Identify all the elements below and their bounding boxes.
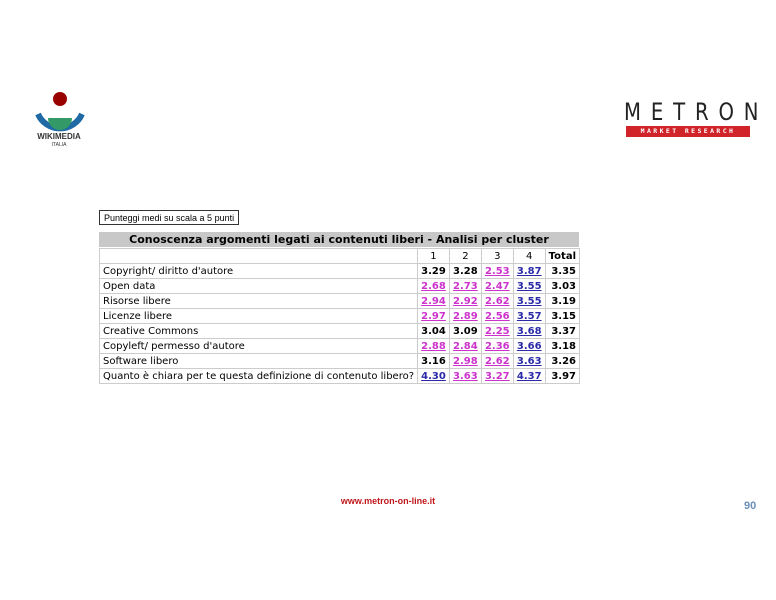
table-row [100, 354, 580, 369]
cell-value: 3.29 [421, 265, 446, 277]
wikimedia-name: WIKIMEDIA [37, 132, 81, 141]
page-number: 90 [744, 500, 757, 512]
cell-value: 2.97 [421, 310, 446, 322]
cell [449, 354, 481, 369]
column-header: 1 [418, 249, 450, 264]
row-label: Software libero [100, 354, 418, 369]
metron-tagline: MARKET RESEARCH [626, 126, 750, 137]
row-label: Risorse libere [100, 294, 418, 309]
cell-value: 3.27 [484, 370, 510, 382]
cell-value: 3.66 [516, 340, 542, 352]
cell-value: 2.25 [484, 325, 510, 337]
cell [481, 264, 513, 279]
total-value: 3.37 [545, 324, 579, 339]
column-header: 4 [513, 249, 545, 264]
cell [449, 294, 481, 309]
cell [481, 339, 513, 354]
cell-value: 2.36 [484, 340, 510, 352]
table-row [100, 339, 580, 354]
table-row [100, 309, 580, 324]
cell-value: 3.63 [453, 370, 478, 382]
total-value: 3.15 [545, 309, 579, 324]
cell [418, 354, 450, 369]
cell-value: 2.84 [453, 340, 478, 352]
cell-value: 2.68 [421, 280, 446, 292]
total-value: 3.26 [545, 354, 579, 369]
cell-value: 3.63 [516, 355, 542, 367]
cell [481, 279, 513, 294]
cell-value: 4.30 [421, 370, 446, 382]
column-header: Total [545, 249, 579, 264]
cell [513, 369, 545, 384]
table-row [100, 264, 580, 279]
cell [418, 369, 450, 384]
cell-value: 3.16 [421, 355, 446, 367]
total-value: 3.97 [545, 369, 579, 384]
cell-value: 2.98 [453, 355, 478, 367]
cell [418, 339, 450, 354]
row-label: Quanto è chiara per te questa definizione di contenuto libero? [100, 369, 418, 384]
row-label: Licenze libere [100, 309, 418, 324]
row-label: Open data [100, 279, 418, 294]
cell [449, 264, 481, 279]
cell [513, 264, 545, 279]
row-label: Copyright/ diritto d'autore [100, 264, 418, 279]
cell [418, 264, 450, 279]
wikimedia-sub: ITALIA [51, 142, 67, 148]
column-header: 2 [449, 249, 481, 264]
cell-value: 3.55 [516, 295, 542, 307]
cell [513, 339, 545, 354]
cell [449, 324, 481, 339]
cell-value: 3.09 [453, 325, 478, 337]
cell [513, 279, 545, 294]
cell-value: 2.94 [421, 295, 446, 307]
cell [481, 354, 513, 369]
total-value: 3.19 [545, 294, 579, 309]
cell [513, 309, 545, 324]
cell-value: 3.87 [516, 265, 542, 277]
header-row [100, 249, 580, 264]
cell-value: 3.55 [516, 280, 542, 292]
cell [449, 309, 481, 324]
cell-value: 3.68 [516, 325, 542, 337]
cell-value: 2.47 [484, 280, 510, 292]
total-value: 3.03 [545, 279, 579, 294]
cell-value: 2.73 [453, 280, 478, 292]
cell [418, 294, 450, 309]
cell-value: 2.62 [484, 355, 510, 367]
cell-value: 2.53 [484, 265, 510, 277]
cell-value: 2.56 [484, 310, 510, 322]
table-row [100, 294, 580, 309]
cell [513, 324, 545, 339]
cell [513, 294, 545, 309]
cell-value: 3.28 [453, 265, 478, 277]
cell [418, 279, 450, 294]
table-row [100, 369, 580, 384]
cell-value: 3.57 [516, 310, 542, 322]
cell [481, 324, 513, 339]
column-header: 3 [481, 249, 513, 264]
cell-value: 4.37 [516, 370, 542, 382]
cell [481, 294, 513, 309]
cell [449, 369, 481, 384]
cell-value: 2.89 [453, 310, 478, 322]
metron-logo: METRON [624, 98, 769, 126]
table-row [100, 279, 580, 294]
row-label: Creative Commons [100, 324, 418, 339]
cell [449, 339, 481, 354]
cell [481, 309, 513, 324]
table-row [100, 324, 580, 339]
scale-note: Punteggi medi su scala a 5 punti [99, 210, 239, 225]
cell [513, 354, 545, 369]
row-label: Copyleft/ permesso d'autore [100, 339, 418, 354]
footer-url[interactable]: www.metron-on-line.it [340, 496, 436, 506]
cell-value: 2.92 [453, 295, 478, 307]
cell [481, 369, 513, 384]
table-title: Conoscenza argomenti legati ai contenuti liberi - Analisi per cluster [99, 232, 579, 247]
cell-value: 2.62 [484, 295, 510, 307]
cell [418, 324, 450, 339]
total-value: 3.35 [545, 264, 579, 279]
cell [418, 309, 450, 324]
column-header [100, 249, 418, 264]
total-value: 3.18 [545, 339, 579, 354]
cell-value: 3.04 [421, 325, 446, 337]
cell-value: 2.88 [421, 340, 446, 352]
cluster-table [99, 248, 580, 384]
cell [449, 279, 481, 294]
